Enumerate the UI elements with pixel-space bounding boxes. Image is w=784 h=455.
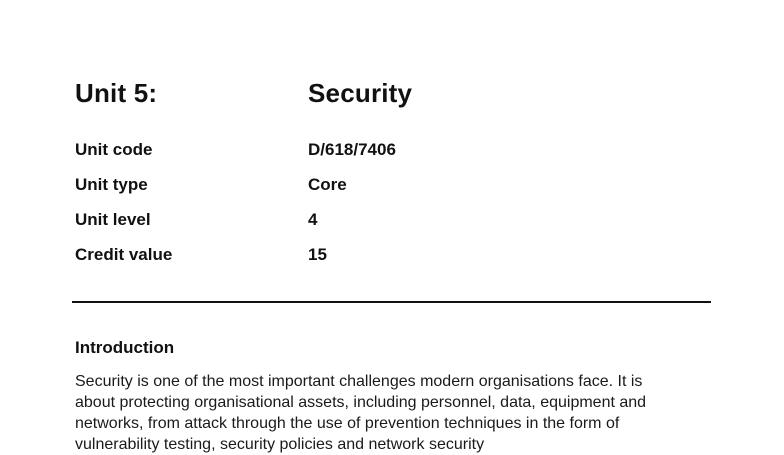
unit-code-row [75, 139, 715, 174]
section-divider [72, 301, 711, 303]
unit-type-value: Core [308, 175, 347, 194]
credit-value-value: 15 [308, 245, 327, 264]
credit-value-row [75, 244, 715, 279]
introduction-line: vulnerability testing, security policies and network security [75, 436, 485, 453]
introduction-heading: Introduction [75, 338, 175, 357]
unit-title-row [75, 76, 715, 112]
unit-type-row [75, 174, 715, 209]
unit-code-value: D/618/7406 [308, 140, 396, 159]
introduction-line: networks, from attack through the use of prevention techniques in the form of [75, 415, 620, 432]
unit-level-label: Unit level [75, 210, 151, 229]
introduction-line: about protecting organisational assets, including personnel, data, equipment and [75, 394, 647, 411]
unit-details-table [75, 139, 715, 279]
introduction-line: Security is one of the most important challenges modern organisations face. It is [75, 373, 643, 390]
credit-value-label: Credit value [75, 245, 173, 264]
unit-level-row [75, 209, 715, 244]
unit-title: Security [308, 78, 413, 108]
introduction-body [75, 371, 715, 455]
unit-level-value: 4 [308, 210, 318, 229]
unit-code-label: Unit code [75, 140, 153, 159]
unit-number: Unit 5: [75, 78, 158, 108]
unit-type-label: Unit type [75, 175, 148, 194]
